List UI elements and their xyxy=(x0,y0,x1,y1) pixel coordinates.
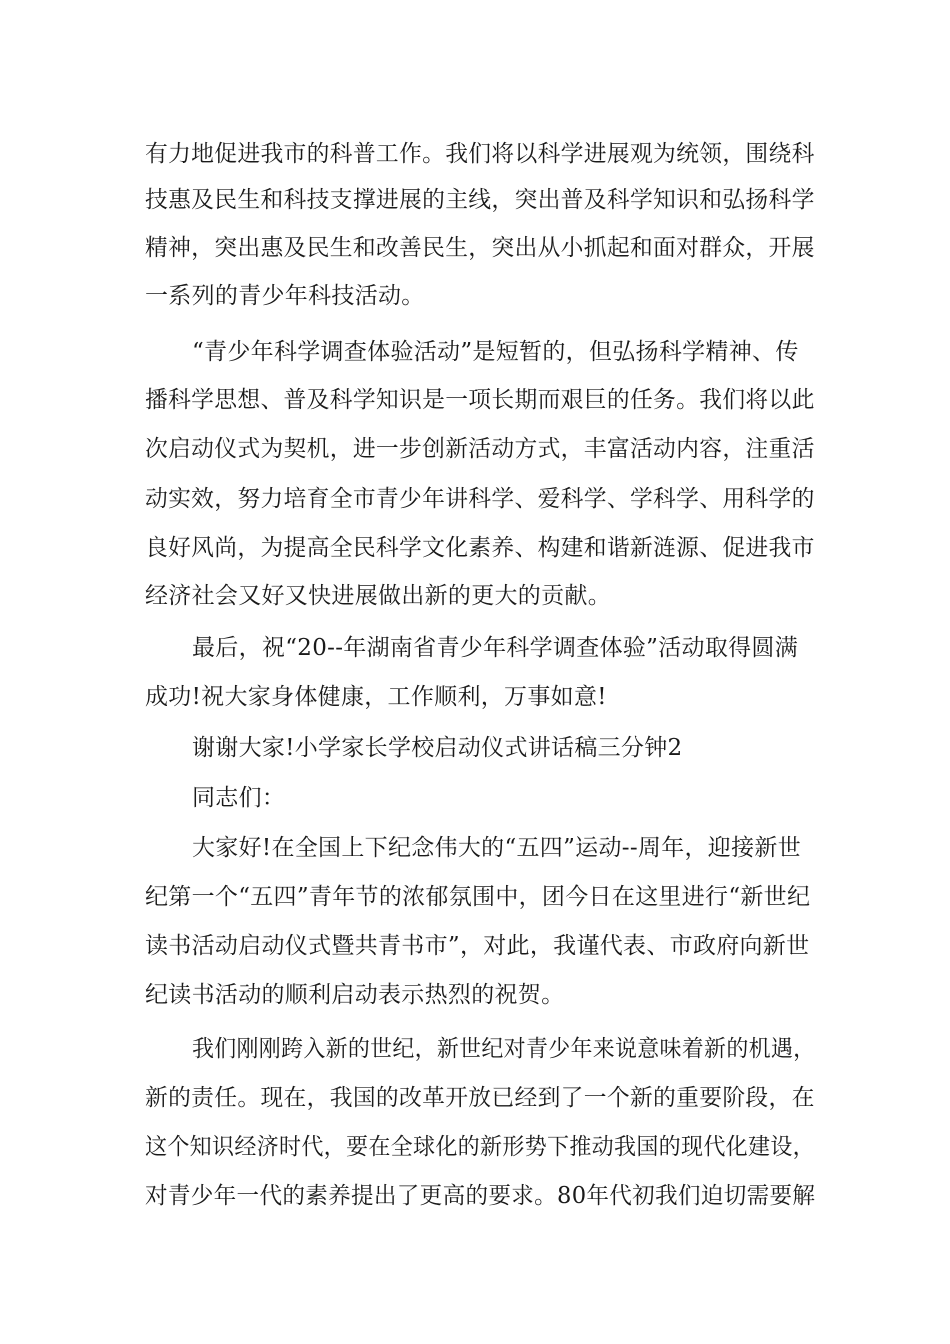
text-line: 成功!祝大家身体健康，工作顺利，万事如意! xyxy=(145,684,607,710)
text-line: 读书活动启动仪式暨共青书市”，对此，我谨代表、市政府向新世 xyxy=(145,933,810,959)
text-line: 良好风尚，为提高全民科学文化素养、构建和谐新涟源、促进我市 xyxy=(145,535,815,561)
text-line: 有力地促进我市的科普工作。我们将以科学进展观为统领，围绕科 xyxy=(145,141,815,167)
text-line: 这个知识经济时代，要在全球化的新形势下推动我国的现代化建设， xyxy=(145,1134,815,1160)
text-line: 大家好!在全国上下纪念伟大的“五四”运动--周年，迎接新世 xyxy=(192,835,802,861)
text-line: 新的责任。现在，我国的改革开放已经到了一个新的重要阶段，在 xyxy=(145,1085,815,1111)
text-line: 动实效，努力培育全市青少年讲科学、爱科学、学科学、用科学的 xyxy=(145,486,815,512)
text-line: “青少年科学调查体验活动”是短暂的，但弘扬科学精神、传 xyxy=(192,339,799,365)
text-line: 谢谢大家!小学家长学校启动仪式讲话稿三分钟2 xyxy=(192,735,683,761)
text-line: 我们刚刚跨入新的世纪，新世纪对青少年来说意味着新的机遇， xyxy=(192,1036,816,1062)
text-line: 经济社会又好又快进展做出新的更大的贡献。 xyxy=(145,583,611,609)
text-line: 最后，祝“20--年湖南省青少年科学调查体验”活动取得圆满 xyxy=(192,635,799,661)
text-line: 对青少年一代的素养提出了更高的要求。80年代初我们迫切需要解 xyxy=(145,1183,816,1209)
text-line: 同志们： xyxy=(192,785,286,811)
text-line: 精神，突出惠及民生和改善民生，突出从小抓起和面对群众，开展 xyxy=(145,235,815,261)
text-line: 次启动仪式为契机，进一步创新活动方式，丰富活动内容，注重活 xyxy=(145,436,815,462)
text-line: 纪第一个“五四”青年节的浓郁氛围中，团今日在这里进行“新世纪 xyxy=(145,884,811,910)
text-line: 播科学思想、普及科学知识是一项长期而艰巨的任务。我们将以此 xyxy=(145,387,815,413)
text-line: 一系列的青少年科技活动。 xyxy=(145,283,425,309)
text-line: 技惠及民生和科技支撑进展的主线，突出普及科学知识和弘扬科学 xyxy=(145,187,815,213)
text-line: 纪读书活动的顺利启动表示热烈的祝贺。 xyxy=(145,982,565,1008)
